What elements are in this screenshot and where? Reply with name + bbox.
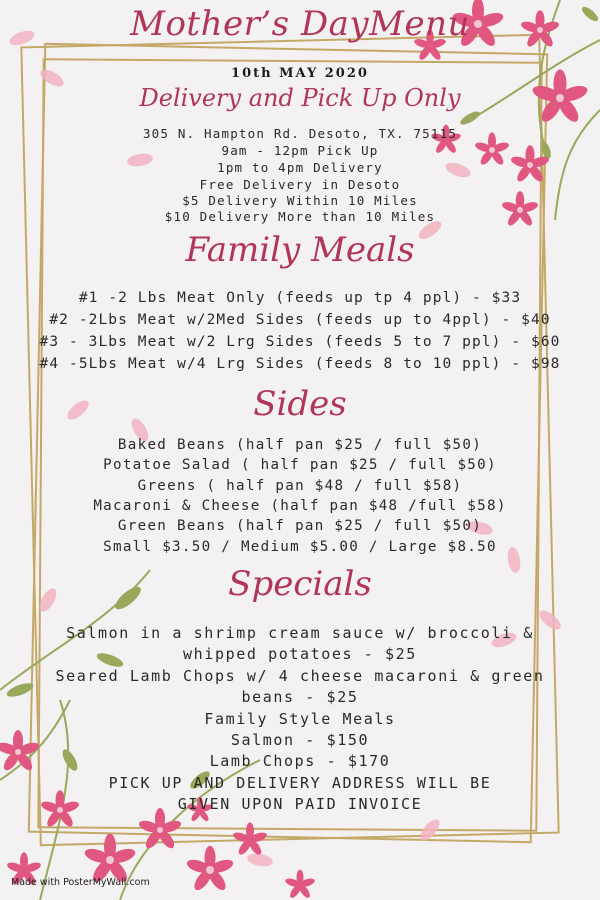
family-meal-item: #2 -2Lbs Meat w/2Med Sides (feeds up to 4ppl) - $40 xyxy=(49,312,551,328)
info-address: 305 N. Hampton Rd. Desoto, TX. 75115 xyxy=(142,126,458,141)
family-meal-item: #1 -2 Lbs Meat Only (feeds up tp 4 ppl) - $33 xyxy=(78,290,522,306)
special-line: whipped potatoes - $25 xyxy=(183,645,417,663)
notice-line: GIVEN UPON PAID INVOICE xyxy=(177,795,423,813)
family-meals-heading: Family Meals xyxy=(185,230,415,270)
info-delivery-hours: 1pm to 4pm Delivery xyxy=(217,160,383,175)
postermywall-credit[interactable]: Made with PosterMyWall.com xyxy=(11,877,150,888)
notice-line: PICK UP AND DELIVERY ADDRESS WILL BE xyxy=(108,774,492,792)
special-line: Seared Lamb Chops w/ 4 cheese macaroni & green xyxy=(55,667,545,685)
sides-heading: Sides xyxy=(253,384,347,424)
family-meal-item: #3 - 3Lbs Meat w/2 Lrg Sides (feeds 5 to 7 ppl) - $60 xyxy=(39,334,561,350)
side-item: Potatoe Salad ( half pan $25 / full $50) xyxy=(103,457,497,473)
menu-title: Mother’s DayMenu xyxy=(130,4,470,44)
special-line: Family Style Meals xyxy=(204,710,396,728)
side-item: Macaroni & Cheese (half pan $48 /full $58) xyxy=(93,498,507,514)
specials-heading: Specials xyxy=(228,564,372,604)
info-delivery-fee-far: $10 Delivery More than 10 Miles xyxy=(164,209,436,224)
info-pickup-hours: 9am - 12pm Pick Up xyxy=(221,143,379,158)
info-free-delivery: Free Delivery in Desoto xyxy=(199,177,401,192)
side-item: Greens ( half pan $48 / full $58) xyxy=(137,478,463,494)
info-delivery-fee-near: $5 Delivery Within 10 Miles xyxy=(182,193,418,208)
event-date: 10th MAY 2020 xyxy=(231,66,369,81)
side-item: Baked Beans (half pan $25 / full $50) xyxy=(117,437,483,453)
menu-subtitle: Delivery and Pick Up Only xyxy=(139,84,461,112)
special-line: Lamb Chops - $170 xyxy=(209,752,391,770)
special-line: Salmon in a shrimp cream sauce w/ broccoli & xyxy=(66,624,534,642)
special-line: Salmon - $150 xyxy=(230,731,370,749)
family-meal-item: #4 -5Lbs Meat w/4 Lrg Sides (feeds 8 to 10 ppl) - $98 xyxy=(39,356,561,372)
side-size-prices: Small $3.50 / Medium $5.00 / Large $8.50 xyxy=(103,539,497,555)
special-line: beans - $25 xyxy=(241,688,359,706)
side-item: Green Beans (half pan $25 / full $50) xyxy=(117,518,483,534)
